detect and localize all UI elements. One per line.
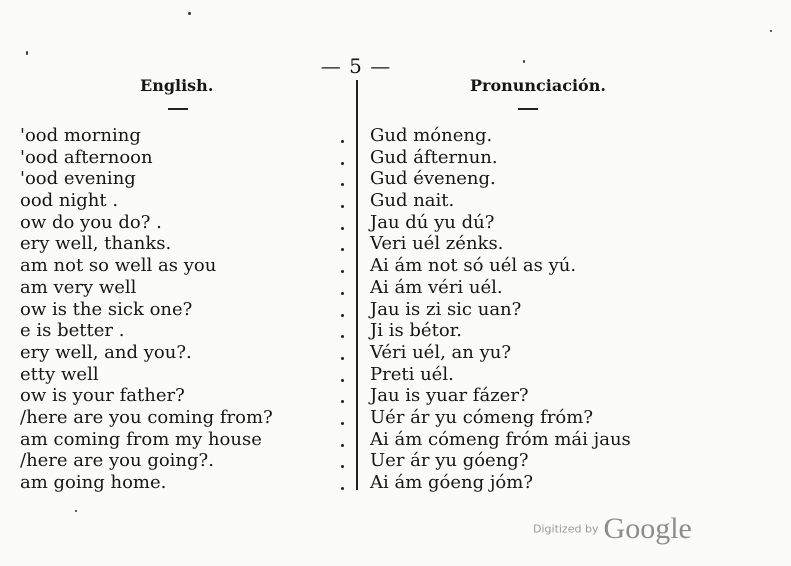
phrase-row (0, 407, 791, 429)
english-phrase: ood night . (20, 190, 119, 212)
leader-dot (341, 140, 344, 143)
phrase-row (0, 320, 791, 342)
phrase-row (0, 212, 791, 234)
phrase-row (0, 168, 791, 190)
pronunciation-text: Uer ár yu góeng? (370, 450, 529, 472)
phrase-list (0, 125, 791, 494)
leader-dot (341, 444, 344, 447)
leader-dot (341, 357, 344, 360)
scan-speck (188, 12, 191, 15)
phrase-row (0, 147, 791, 169)
pronunciation-text: Preti uél. (370, 363, 454, 385)
phrase-row (0, 299, 791, 321)
scan-speck (26, 51, 28, 55)
pronunciation-text: Ai ám góeng jóm? (370, 472, 533, 493)
phrase-row (0, 125, 791, 147)
digitized-watermark (533, 512, 692, 546)
leader-dot (341, 465, 344, 468)
pronunciation-text: Jau dú yu dú? (370, 211, 495, 233)
english-phrase: 'ood evening (20, 168, 136, 190)
leader-dot (341, 487, 344, 490)
english-phrase: am not so well as you (20, 255, 217, 277)
phrase-row (0, 450, 791, 472)
pronunciation-text: Ai ám véri uél. (370, 276, 503, 298)
google-logo: Google (603, 512, 692, 545)
leader-dot (341, 335, 344, 338)
pronunciation-text: Gud móneng. (370, 125, 493, 146)
english-phrase: etty well (20, 363, 99, 385)
pronunciation-text: Gud nait. (370, 190, 455, 212)
watermark-prefix: Digitized by (533, 522, 599, 536)
english-phrase: ery well, and you?. (20, 341, 192, 363)
english-phrase: am very well (20, 276, 137, 298)
english-phrase: e is better . (20, 320, 125, 342)
english-phrase: ow is your father? (20, 385, 185, 407)
pronunciation-text: Véri uél, an yu? (370, 341, 511, 363)
leader-dot (341, 270, 344, 273)
pronunciation-text: Veri uél zénks. (370, 233, 504, 255)
english-phrase: ow do you do? . (20, 211, 162, 233)
phrase-row (0, 233, 791, 255)
english-phrase: ery well, thanks. (20, 233, 172, 255)
leader-dot (341, 422, 344, 425)
english-phrase: am coming from my house (20, 428, 262, 450)
english-phrase: 'ood afternoon (20, 146, 153, 168)
phrase-row (0, 429, 791, 451)
phrase-row (0, 255, 791, 277)
leader-dot (341, 162, 344, 165)
pronunciation-text: Jau is zi sic uan? (370, 298, 522, 320)
phrase-row (0, 342, 791, 364)
phrase-row (0, 190, 791, 212)
phrase-row (0, 364, 791, 386)
english-phrase: /here are you going?. (20, 450, 214, 472)
leader-dot (341, 292, 344, 295)
pronunciation-text: Uér ár yu cómeng fróm? (370, 406, 593, 428)
pronunciation-header-rule (518, 108, 538, 110)
phrase-row (0, 385, 791, 407)
english-phrase: /here are you coming from? (20, 406, 273, 428)
pronunciation-text: Ai ám not só uél as yú. (370, 255, 577, 277)
leader-dot (341, 379, 344, 382)
pronunciation-text: Ji is bétor. (370, 320, 463, 342)
phrase-row (0, 472, 791, 494)
leader-dot (341, 400, 344, 403)
scan-speck (770, 30, 772, 32)
english-column-header: English. (140, 76, 214, 95)
pronunciation-text: Gud éveneng. (370, 168, 496, 190)
leader-dot (341, 248, 344, 251)
pronunciation-text: Ai ám cómeng fróm mái jaus (370, 428, 631, 450)
scan-speck (523, 60, 525, 63)
leader-dot (341, 314, 344, 317)
scan-speck (75, 510, 77, 512)
pronunciation-text: Jau is yuar fázer? (370, 385, 529, 407)
english-phrase: ow is the sick one? (20, 298, 193, 320)
leader-dot (341, 183, 344, 186)
english-header-rule (168, 108, 188, 110)
pronunciation-column-header: Pronunciación. (470, 76, 606, 95)
pronunciation-text: Gud áfternun. (370, 146, 498, 168)
page-number: — 5 — (320, 54, 392, 78)
leader-dot (341, 205, 344, 208)
english-phrase: am going home. (20, 472, 167, 493)
english-phrase: 'ood morning (20, 125, 141, 146)
phrase-row (0, 277, 791, 299)
leader-dot (341, 227, 344, 230)
